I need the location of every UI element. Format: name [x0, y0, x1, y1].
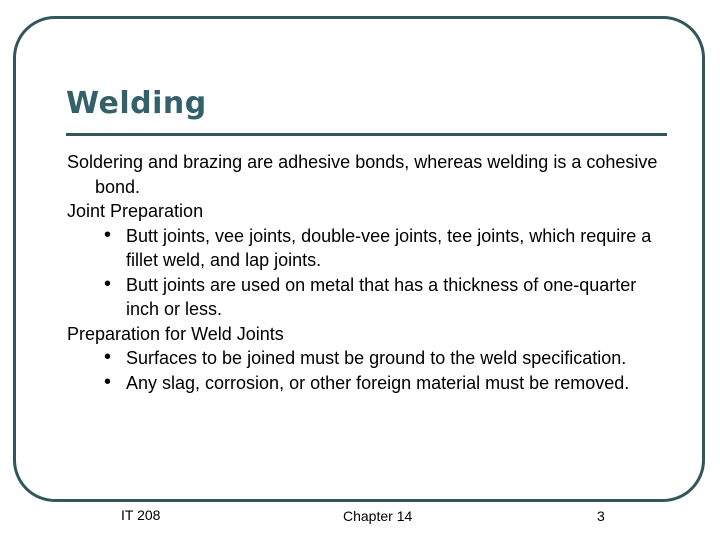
- bullet-item: [67, 371, 667, 396]
- bullet-text: Butt joints, vee joints, double-vee joints, tee joints, which require a fillet weld, and lap joints.: [126, 225, 652, 270]
- slide-title: Welding: [66, 86, 207, 121]
- bullet-icon: •: [104, 346, 112, 368]
- footer-page-number: 3: [597, 508, 605, 524]
- bullet-icon: •: [104, 370, 112, 393]
- bullet-item: [67, 273, 667, 322]
- bullet-text: Butt joints are used on metal that has a thickness of one-quarter inch or less.: [126, 274, 637, 319]
- bullet-item: [67, 224, 667, 273]
- title-underline: [66, 133, 667, 136]
- bullet-text: Any slag, corrosion, or other foreign material must be removed.: [126, 372, 630, 393]
- section-heading-joint-preparation: Joint Preparation: [67, 201, 204, 221]
- bullet-icon: •: [104, 272, 112, 295]
- footer-course: IT 208: [121, 507, 161, 523]
- slide-body: [67, 150, 667, 395]
- footer-chapter: Chapter 14: [343, 508, 413, 524]
- bullet-text: Surfaces to be joined must be ground to the weld specification.: [126, 348, 627, 368]
- section-heading-weld-joints: Preparation for Weld Joints: [67, 323, 284, 344]
- intro-paragraph: Soldering and brazing are adhesive bonds, whereas welding is a cohesive bond.: [67, 152, 658, 197]
- bullet-icon: •: [104, 223, 112, 246]
- bullet-item: [67, 346, 667, 371]
